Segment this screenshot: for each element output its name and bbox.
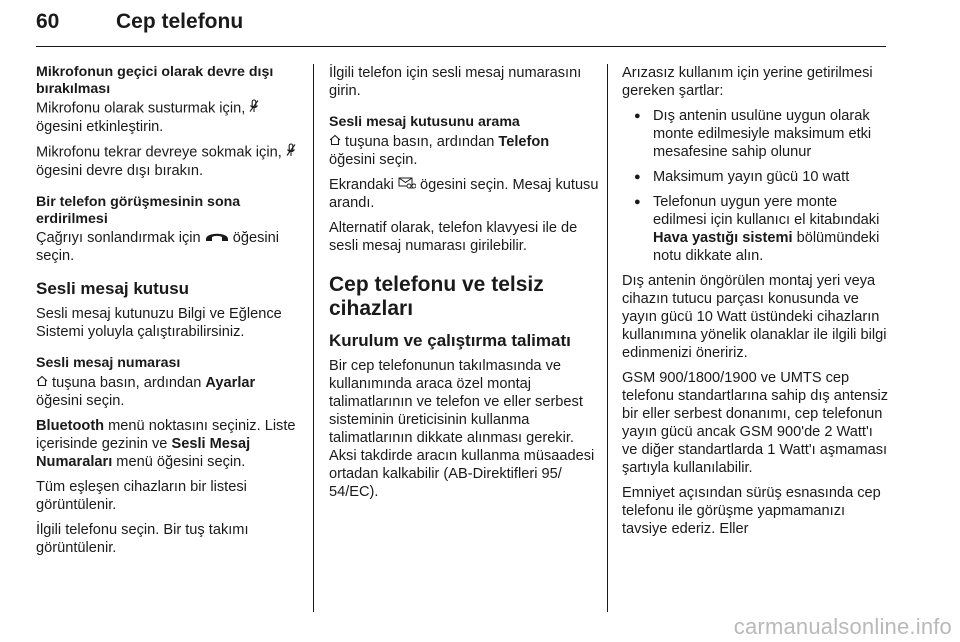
- voicemail-number-paragraph-1: tuşuna basın, ardından Ayarlar öğesini seçin.: [36, 374, 256, 409]
- conditions-intro: Arızasız kullanım için yerine getirilmesi gereken şartlar:: [622, 65, 873, 99]
- installation-heading: Kurulum ve çalıştırma talimatı: [329, 330, 571, 350]
- voicemail-number-paragraph-5: İlgili telefon için sesli mesaj numarasını girin.: [329, 65, 582, 99]
- microphone-mute-icon: [286, 143, 296, 162]
- voicemail-heading: Sesli mesaj kutusu: [36, 279, 190, 299]
- voicemail-number-heading: Sesli mesaj numarası: [36, 355, 181, 372]
- mobile-radio-section-heading: Cep telefonu ve telsiz cihazları: [329, 272, 544, 320]
- column-divider-1: [313, 64, 314, 612]
- page-number: 60: [36, 10, 60, 33]
- antenna-paragraph: Dış antenin öngörülen montaj yeri veya cihazın tutucu parçası konusunda ve yayın gücü 10 Watt üstündeki cihazların kullanımına yönelik olanaklar ile ilgili bilgi edinmenizi öneririz.: [622, 273, 887, 361]
- page-header: [36, 2, 886, 48]
- list-item: ● Telefonun uygun yere monte edilmesi için kullanıcı el kitabındaki Hava yastığı sistemi bölümündeki notu dikkate alın.: [622, 193, 890, 265]
- call-voicemail-paragraph-1: tuşuna basın, ardından Telefon öğesini seçin.: [329, 133, 550, 168]
- voicemail-number-paragraph-2: Bluetooth menü noktasını seçiniz. Liste içerisinde gezinin ve Sesli Mesaj Numaraları menü öğesini seçin.: [36, 417, 296, 470]
- voicemail-icon: [398, 176, 416, 194]
- list-item: ● Maksimum yayın gücü 10 watt: [622, 168, 890, 186]
- voicemail-paragraph: Sesli mesaj kutunuzu Bilgi ve Eğlence Sistemi yoluyla çalıştırabilirsiniz.: [36, 306, 282, 341]
- conditions-list: [622, 107, 890, 265]
- page-title: Cep telefonu: [116, 10, 244, 33]
- watermark: carmanualsonline.info: [733, 614, 952, 639]
- safety-paragraph: Emniyet açısından sürüş esnasında cep telefonu ile görüşme yapmamanızı tavsiye ederiz. Eller: [622, 485, 881, 537]
- header-rule: [36, 46, 886, 47]
- home-icon: [329, 133, 341, 151]
- column-divider-2: [607, 64, 608, 612]
- end-call-paragraph: Çağrıyı sonlandırmak için öğesini seçin.: [36, 230, 280, 265]
- mute-paragraph-1: Mikrofonu olarak susturmak için, ögesini etkinleştirin.: [36, 99, 301, 136]
- column-2: [329, 64, 599, 508]
- column-3: [622, 64, 890, 545]
- voicemail-number-paragraph-4: İlgili telefonu seçin. Bir tuş takımı görüntülenir.: [36, 521, 249, 556]
- call-voicemail-paragraph-2: Ekrandaki ögesini seçin. Mesaj kutusu arandı.: [329, 176, 599, 211]
- list-item: ● Dış antenin usulüne uygun olarak monte edilmesiyle maksimum etki mesafesine sahip olunur: [622, 107, 890, 161]
- voicemail-number-paragraph-3: Tüm eşleşen cihazların bir listesi görüntülenir.: [36, 478, 247, 513]
- gsm-paragraph: GSM 900/1800/1900 ve UMTS cep telefonu standartlarına sahip dış antensiz bir eller serbest donanımı, cep telefonun yayın gücü ancak GSM 900'de 2 Watt'ı ve diğer standartlarda 1 Watt'ı aşmaması şartıyla kullanılabilir.: [622, 370, 889, 476]
- column-1: [36, 64, 301, 564]
- installation-paragraph: Bir cep telefonunun takılmasında ve kullanımında araca özel montaj talimatlarının ve telefon ve eller serbest sisteminin üreticisinin kullanma talimatlarının dikkate alınması gerekir. Aksi takdirde aracın kullanma müsaadesi ortadan kalkabilir (AB-Direktifleri 95/ 54/EC).: [329, 357, 595, 500]
- hang-up-icon: [205, 229, 229, 247]
- end-call-heading: Bir telefon görüşmesinin sona erdirilmesi: [36, 194, 241, 227]
- home-icon: [36, 374, 48, 392]
- mute-heading: Mikrofonun geçici olarak devre dışı bırakılması: [36, 64, 274, 97]
- call-voicemail-heading: Sesli mesaj kutusunu arama: [329, 114, 520, 130]
- microphone-mute-icon: [249, 99, 259, 118]
- mute-paragraph-2: Mikrofonu tekrar devreye sokmak için, ögesini devre dışı bırakın.: [36, 143, 301, 180]
- call-voicemail-paragraph-3: Alternatif olarak, telefon klavyesi ile de sesli mesaj numarası girilebilir.: [329, 219, 578, 254]
